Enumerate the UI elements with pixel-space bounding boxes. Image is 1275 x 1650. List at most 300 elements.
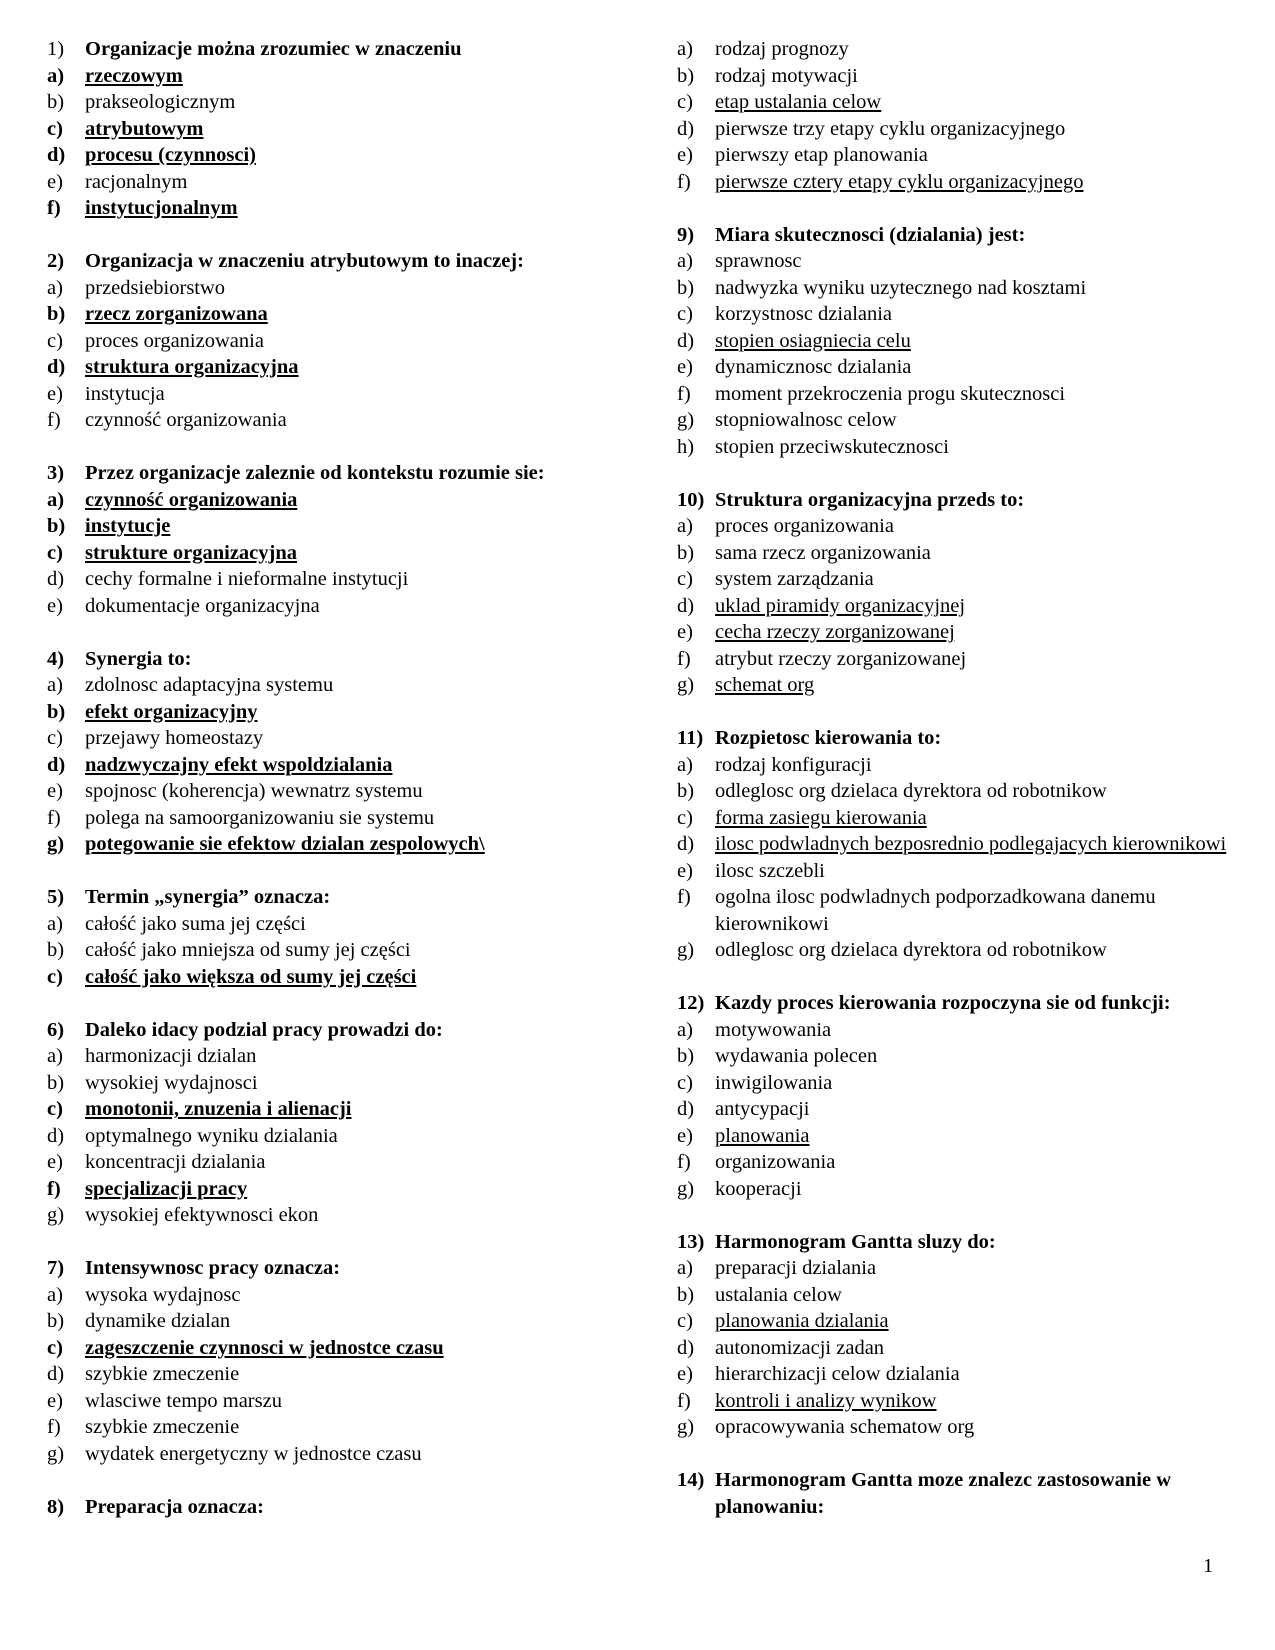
option-text: motywowania — [715, 1018, 832, 1041]
option-text: całość jako suma jej części — [85, 912, 306, 935]
answer-option — [47, 1414, 647, 1441]
question-title — [677, 487, 1252, 514]
answer-option — [47, 354, 647, 381]
question-number: 14) — [677, 1469, 705, 1491]
option-label: a) — [47, 912, 63, 935]
option-label: a) — [47, 276, 63, 299]
option-text: moment przekroczenia progu skutecznosci — [715, 382, 1066, 405]
option-text: sama rzecz organizowania — [715, 541, 931, 564]
option-label: a) — [47, 1283, 63, 1306]
answer-option — [677, 1335, 1252, 1362]
option-label: e) — [677, 621, 693, 643]
option-text: zageszczenie czynnosci w jednostce czasu — [85, 1336, 444, 1359]
option-label: g) — [47, 1204, 65, 1226]
option-text: nadwyzka wyniku uzytecznego nad kosztami — [715, 276, 1087, 299]
option-label: f) — [47, 197, 61, 219]
option-text: dynamike dzialan — [85, 1310, 231, 1332]
option-text: przejawy homeostazy — [85, 727, 264, 749]
question-block — [47, 646, 647, 858]
option-label: b) — [677, 780, 695, 802]
option-label: f) — [677, 647, 691, 670]
answer-option — [47, 1308, 647, 1335]
answer-option — [677, 831, 1252, 858]
question-text: Harmonogram Gantta sluzy do: — [715, 1230, 996, 1253]
option-text: kontroli i analizy wynikow — [715, 1389, 937, 1412]
answer-option — [47, 1441, 647, 1468]
option-text: dynamicznosc dzialania — [715, 356, 912, 378]
option-text: optymalnego wyniku dzialania — [85, 1124, 338, 1147]
answer-option — [47, 566, 647, 593]
option-text: planowania — [715, 1124, 810, 1147]
answer-option — [677, 1176, 1252, 1203]
option-label: b) — [47, 1071, 65, 1094]
answer-option — [677, 434, 1252, 461]
answer-option — [47, 1123, 647, 1150]
answer-option — [47, 381, 647, 408]
option-label: e) — [677, 1124, 693, 1147]
question-text: Daleko idacy podzial pracy prowadzi do: — [85, 1018, 443, 1041]
question-number: 1) — [47, 38, 65, 60]
option-label: c) — [47, 329, 63, 352]
option-text: stopien osiagniecia celu — [715, 329, 911, 352]
answer-option — [47, 89, 647, 116]
option-label: b) — [677, 541, 695, 564]
option-label: e) — [47, 170, 63, 193]
option-text: dokumentacje organizacyjna — [85, 594, 320, 617]
option-text: autonomizacji zadan — [715, 1336, 885, 1359]
option-text: wydawania polecen — [715, 1045, 878, 1067]
answer-option — [677, 778, 1252, 805]
option-label: g) — [47, 833, 65, 855]
answer-option — [677, 566, 1252, 593]
answer-option — [47, 1096, 647, 1123]
option-text: wysokiej efektywnosci ekon — [85, 1204, 319, 1226]
answer-option — [47, 407, 647, 434]
option-label: b) — [47, 939, 65, 961]
question-number: 9) — [677, 223, 695, 246]
option-label: b) — [47, 700, 66, 723]
answer-option — [677, 672, 1252, 699]
question-number: 7) — [47, 1257, 65, 1279]
question-text: Miara skutecznosci (dzialania) jest: — [715, 223, 1026, 246]
option-text: strukture organizacyjna — [85, 541, 298, 564]
option-label: a) — [47, 488, 65, 511]
left-column — [47, 36, 647, 1547]
option-text: rodzaj konfiguracji — [715, 753, 872, 776]
option-label: e) — [47, 1151, 63, 1173]
option-text: hierarchizacji celow dzialania — [715, 1363, 960, 1385]
question-block — [677, 990, 1252, 1202]
option-label: d) — [47, 568, 65, 590]
answer-option — [677, 540, 1252, 567]
option-text: kooperacji — [715, 1177, 802, 1200]
option-label: e) — [677, 144, 693, 166]
option-text: atrybutowym — [85, 117, 204, 140]
option-label: g) — [677, 409, 695, 431]
option-label: c) — [47, 965, 63, 988]
option-text: pierwszy etap planowania — [715, 144, 928, 166]
question-text: Przez organizacje zaleznie od kontekstu rozumie sie: — [85, 462, 545, 484]
option-label: b) — [677, 1283, 695, 1306]
answer-option — [47, 593, 647, 620]
answer-option — [47, 63, 647, 90]
option-text: system zarządzania — [715, 568, 874, 590]
question-title — [677, 222, 1252, 249]
option-label: a) — [677, 1257, 693, 1279]
answer-option — [677, 1017, 1252, 1044]
answer-option — [677, 381, 1252, 408]
option-text: koncentracji dzialania — [85, 1151, 266, 1173]
option-text: antycypacji — [715, 1098, 810, 1120]
answer-option — [677, 805, 1252, 832]
option-text: wysoka wydajnosc — [85, 1283, 241, 1306]
answer-option — [677, 1255, 1252, 1282]
option-label: a) — [47, 64, 65, 87]
answer-option — [47, 513, 647, 540]
option-text: czynność organizowania — [85, 488, 298, 511]
question-title — [47, 646, 647, 673]
option-label: f) — [677, 1389, 691, 1412]
option-label: d) — [677, 594, 695, 617]
option-text: całość jako większa od sumy jej części — [85, 965, 417, 988]
option-text: całość jako mniejsza od sumy jej części — [85, 939, 411, 961]
option-label: d) — [47, 144, 66, 166]
answer-option — [47, 1282, 647, 1309]
answer-option — [47, 964, 647, 991]
option-text: ogolna ilosc podwladnych podporzadkowana danemu kierownikowi — [715, 886, 1156, 935]
question-block — [47, 1017, 647, 1229]
question-text: Kazdy proces kierowania rozpoczyna sie od funkcji: — [715, 992, 1171, 1014]
option-label: c) — [47, 1336, 63, 1359]
answer-option — [47, 116, 647, 143]
answer-option — [677, 646, 1252, 673]
answer-option — [677, 619, 1252, 646]
answer-option — [47, 142, 647, 169]
option-text: ilosc podwladnych bezposrednio podlegajacych kierownikowi — [715, 833, 1227, 855]
option-text: stopniowalnosc celow — [715, 409, 897, 431]
question-number: 8) — [47, 1495, 65, 1518]
option-text: wlasciwe tempo marszu — [85, 1389, 282, 1412]
question-number: 5) — [47, 886, 65, 908]
answer-option — [47, 805, 647, 832]
question-title — [47, 36, 647, 63]
option-label: a) — [677, 1018, 693, 1041]
page-number: 1 — [1203, 1555, 1214, 1577]
answer-option — [47, 672, 647, 699]
option-text: organizowania — [715, 1151, 836, 1173]
answer-option — [47, 937, 647, 964]
option-text: wydatek energetyczny w jednostce czasu — [85, 1442, 422, 1465]
option-text: racjonalnym — [85, 170, 188, 193]
right-column — [677, 36, 1252, 1547]
option-label: c) — [677, 91, 693, 113]
option-text: odleglosc org dzielaca dyrektora od robotnikow — [715, 780, 1107, 802]
question-title — [47, 460, 647, 487]
option-label: f) — [47, 806, 61, 829]
answer-option — [47, 1361, 647, 1388]
option-label: f) — [47, 1177, 61, 1200]
option-text: instytucja — [85, 382, 165, 405]
option-label: e) — [47, 382, 63, 405]
answer-option — [677, 1123, 1252, 1150]
answer-option — [47, 1176, 647, 1203]
option-label: c) — [47, 541, 63, 564]
option-text: specjalizacji pracy — [85, 1177, 248, 1200]
option-label: e) — [677, 1363, 693, 1385]
option-text: spojnosc (koherencja) wewnatrz systemu — [85, 780, 423, 802]
option-text: korzystnosc dzialania — [715, 303, 893, 325]
option-label: g) — [47, 1442, 65, 1465]
question-number: 2) — [47, 250, 65, 272]
option-text: wysokiej wydajnosci — [85, 1071, 258, 1094]
question-title — [47, 884, 647, 911]
option-text: forma zasiegu kierowania — [715, 806, 927, 829]
option-text: nadzwyczajny efekt wspoldzialania — [85, 753, 393, 776]
answer-option — [47, 778, 647, 805]
option-text: schemat org — [715, 674, 815, 696]
option-text: instytucje — [85, 515, 171, 537]
answer-option — [47, 1388, 647, 1415]
option-text: proces organizowania — [85, 329, 264, 352]
answer-option — [677, 142, 1252, 169]
option-label: c) — [677, 1310, 693, 1332]
answer-option — [47, 301, 647, 328]
option-text: ustalania celow — [715, 1283, 842, 1306]
option-text: ilosc szczebli — [715, 859, 825, 882]
question-block — [677, 36, 1252, 195]
option-label: g) — [677, 1416, 695, 1438]
option-label: b) — [47, 515, 66, 537]
answer-option — [677, 1282, 1252, 1309]
option-text: planowania dzialania — [715, 1310, 889, 1332]
answer-option — [47, 1043, 647, 1070]
option-label: b) — [47, 1310, 65, 1332]
question-number: 4) — [47, 647, 65, 670]
answer-option — [47, 540, 647, 567]
option-text: cecha rzeczy zorganizowanej — [715, 621, 955, 643]
question-title — [677, 725, 1252, 752]
option-text: pierwsze trzy etapy cyklu organizacyjnego — [715, 117, 1066, 140]
option-label: e) — [47, 594, 63, 617]
option-label: d) — [677, 1098, 695, 1120]
question-title — [677, 990, 1252, 1017]
question-block — [677, 1229, 1252, 1441]
option-label: a) — [677, 38, 693, 60]
option-text: rodzaj prognozy — [715, 38, 849, 60]
answer-option — [677, 1096, 1252, 1123]
option-label: f) — [677, 1151, 691, 1173]
option-label: b) — [677, 64, 695, 87]
option-text: harmonizacji dzialan — [85, 1045, 257, 1067]
answer-option — [677, 169, 1252, 196]
option-label: c) — [677, 1071, 693, 1094]
question-block — [47, 1255, 647, 1467]
option-text: proces organizowania — [715, 515, 894, 537]
option-label: f) — [47, 1416, 61, 1438]
answer-option — [677, 275, 1252, 302]
option-text: pierwsze cztery etapy cyklu organizacyjnego — [715, 170, 1084, 193]
option-label: a) — [677, 753, 693, 776]
answer-option — [677, 1308, 1252, 1335]
option-text: etap ustalania celow — [715, 91, 882, 113]
question-block — [47, 36, 647, 222]
answer-option — [47, 328, 647, 355]
question-title — [47, 1494, 647, 1521]
option-text: rodzaj motywacji — [715, 64, 858, 87]
option-label: d) — [47, 1124, 65, 1147]
answer-option — [677, 752, 1252, 779]
option-label: g) — [677, 939, 695, 961]
option-label: h) — [677, 435, 695, 458]
option-text: opracowywania schematow org — [715, 1416, 975, 1438]
option-label: e) — [677, 356, 693, 378]
answer-option — [677, 328, 1252, 355]
option-label: d) — [677, 833, 695, 855]
option-label: a) — [47, 1045, 63, 1067]
question-text: Struktura organizacyjna przeds to: — [715, 488, 1025, 511]
option-text: monotonii, znuzenia i alienacji — [85, 1098, 352, 1120]
answer-option — [677, 1149, 1252, 1176]
question-title — [47, 1017, 647, 1044]
answer-option — [47, 1335, 647, 1362]
option-label: f) — [677, 886, 691, 908]
answer-option — [677, 1361, 1252, 1388]
option-label: e) — [47, 1389, 63, 1412]
option-text: procesu (czynnosci) — [85, 144, 257, 166]
option-label: c) — [677, 303, 693, 325]
option-label: f) — [47, 409, 61, 431]
option-label: f) — [677, 170, 691, 193]
option-text: efekt organizacyjny — [85, 700, 258, 723]
question-title — [47, 1255, 647, 1282]
option-text: czynność organizowania — [85, 409, 287, 431]
answer-option — [677, 63, 1252, 90]
question-block — [677, 487, 1252, 699]
answer-option — [677, 36, 1252, 63]
answer-option — [47, 487, 647, 514]
answer-option — [47, 699, 647, 726]
answer-option — [47, 1149, 647, 1176]
answer-option — [47, 752, 647, 779]
answer-option — [677, 884, 1252, 937]
question-number: 3) — [47, 462, 65, 484]
question-block — [47, 1494, 647, 1521]
option-text: atrybut rzeczy zorganizowanej — [715, 647, 967, 670]
option-label: d) — [47, 356, 66, 378]
answer-option — [677, 937, 1252, 964]
question-block — [677, 725, 1252, 964]
answer-option — [677, 858, 1252, 885]
answer-option — [677, 1388, 1252, 1415]
answer-option — [47, 275, 647, 302]
answer-option — [47, 831, 647, 858]
question-text: Rozpietosc kierowania to: — [715, 727, 942, 749]
question-title — [47, 248, 647, 275]
question-block — [47, 460, 647, 619]
option-label: c) — [47, 1098, 63, 1120]
option-text: szybkie zmeczenie — [85, 1416, 240, 1438]
question-title — [677, 1229, 1252, 1256]
option-text: sprawnosc — [715, 250, 802, 272]
question-text: Harmonogram Gantta moze znalezc zastosowanie w planowaniu: — [715, 1469, 1172, 1518]
option-label: d) — [677, 329, 695, 352]
answer-option — [677, 513, 1252, 540]
answer-option — [677, 1070, 1252, 1097]
option-label: f) — [677, 382, 691, 405]
answer-option — [47, 169, 647, 196]
option-label: d) — [47, 753, 66, 776]
option-text: preparacji dzialania — [715, 1257, 877, 1279]
question-block — [677, 222, 1252, 461]
option-label: c) — [677, 806, 693, 829]
answer-option — [677, 1043, 1252, 1070]
option-text: polega na samoorganizowaniu sie systemu — [85, 806, 435, 829]
option-label: g) — [677, 674, 695, 696]
option-label: a) — [47, 674, 63, 696]
question-text: Synergia to: — [85, 647, 192, 670]
question-number: 6) — [47, 1018, 65, 1041]
option-label: c) — [47, 727, 63, 749]
answer-option — [47, 725, 647, 752]
question-block — [47, 248, 647, 434]
question-block — [47, 884, 647, 990]
answer-option — [677, 407, 1252, 434]
question-text: Termin „synergia” oznacza: — [85, 886, 331, 908]
question-text: Organizacje można zrozumiec w znaczeniu — [85, 38, 462, 60]
question-text: Intensywnosc pracy oznacza: — [85, 1257, 341, 1279]
answer-option — [677, 248, 1252, 275]
option-text: szybkie zmeczenie — [85, 1363, 240, 1385]
option-text: odleglosc org dzielaca dyrektora od robotnikow — [715, 939, 1107, 961]
option-text: cechy formalne i nieformalne instytucji — [85, 568, 409, 590]
option-label: d) — [47, 1363, 65, 1385]
option-text: instytucjonalnym — [85, 197, 238, 219]
answer-option — [677, 354, 1252, 381]
option-label: b) — [677, 1045, 695, 1067]
option-text: rzecz zorganizowana — [85, 303, 268, 325]
option-label: d) — [677, 117, 695, 140]
option-label: b) — [677, 276, 695, 299]
option-text: potegowanie sie efektow dzialan zespolowych\ — [85, 833, 485, 855]
answer-option — [677, 1414, 1252, 1441]
question-text: Organizacja w znaczeniu atrybutowym to inaczej: — [85, 250, 524, 272]
question-block — [677, 1467, 1252, 1520]
question-text: Preparacja oznacza: — [85, 1495, 264, 1518]
option-label: a) — [677, 250, 693, 272]
option-label: e) — [677, 859, 693, 882]
option-label: c) — [677, 568, 693, 590]
answer-option — [47, 911, 647, 938]
option-label: g) — [677, 1177, 695, 1200]
question-number: 12) — [677, 992, 705, 1014]
option-text: prakseologicznym — [85, 91, 236, 113]
option-label: c) — [47, 117, 63, 140]
question-number: 10) — [677, 488, 705, 511]
question-number: 11) — [677, 727, 704, 749]
option-label: e) — [47, 780, 63, 802]
answer-option — [677, 89, 1252, 116]
answer-option — [677, 301, 1252, 328]
option-text: struktura organizacyjna — [85, 356, 299, 378]
answer-option — [47, 1070, 647, 1097]
option-text: uklad piramidy organizacyjnej — [715, 594, 966, 617]
answer-option — [677, 593, 1252, 620]
option-text: stopien przeciwskutecznosci — [715, 435, 949, 458]
answer-option — [47, 195, 647, 222]
option-label: d) — [677, 1336, 695, 1359]
option-text: zdolnosc adaptacyjna systemu — [85, 674, 334, 696]
option-text: inwigilowania — [715, 1071, 833, 1094]
